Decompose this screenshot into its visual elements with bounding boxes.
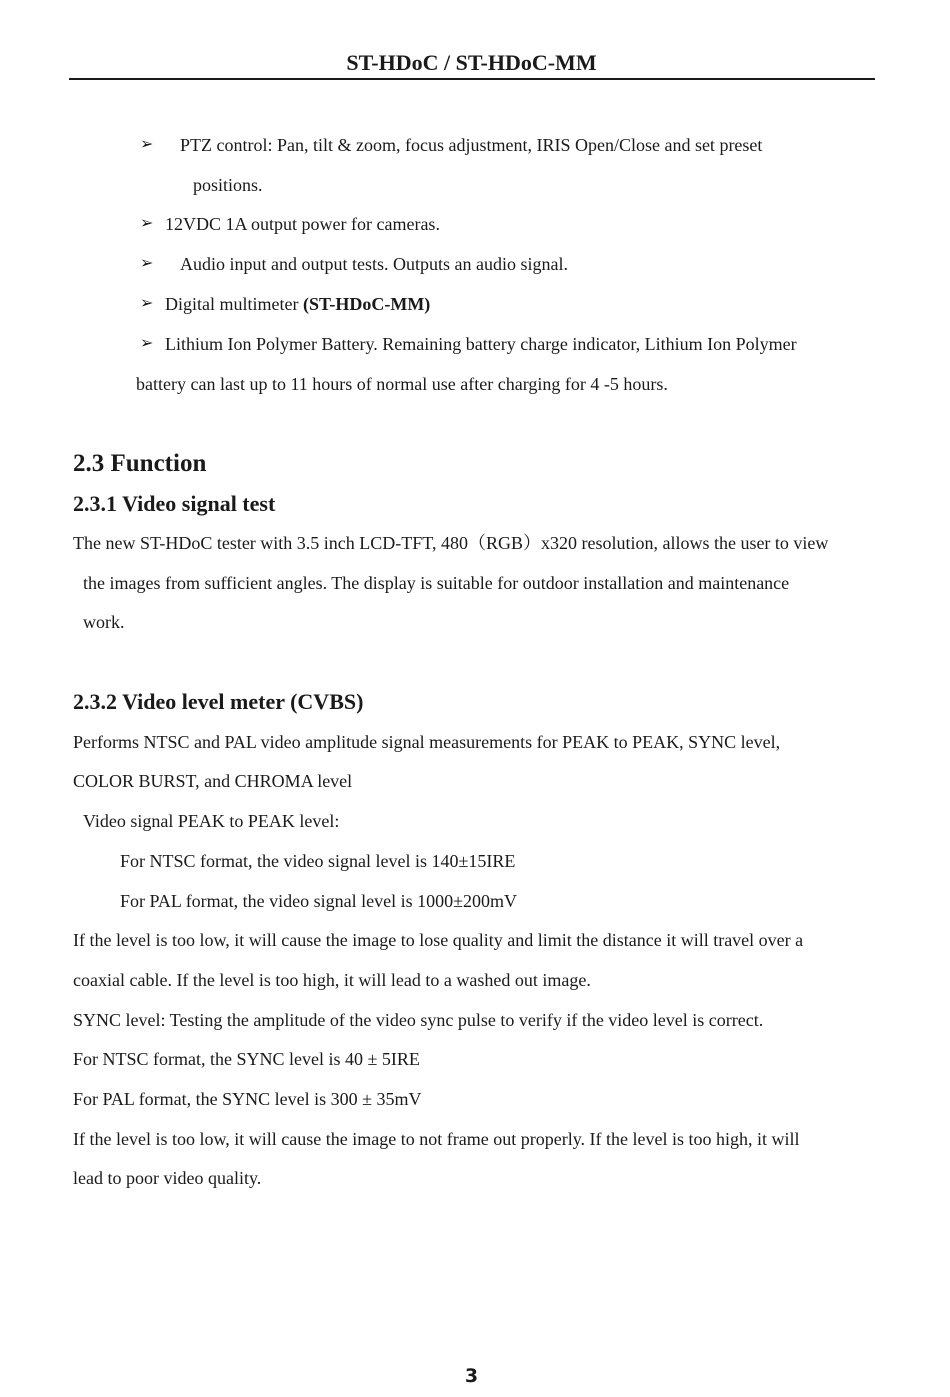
paragraph-line: For NTSC format, the SYNC level is 40 ± 5IRE bbox=[73, 1049, 420, 1069]
bullet-arrow-icon: ➢ bbox=[140, 255, 154, 272]
paragraph-line: For NTSC format, the video signal level is 140±15IRE bbox=[120, 851, 516, 871]
subsection-heading: 2.3.2 Video level meter (CVBS) bbox=[73, 689, 364, 714]
feature-item-label: Digital multimeter bbox=[165, 294, 303, 314]
subsection-heading: 2.3.1 Video signal test bbox=[73, 491, 276, 516]
feature-item-text: PTZ control: Pan, tilt & zoom, focus adjustment, IRIS Open/Close and set preset bbox=[180, 135, 763, 155]
paragraph-line: Performs NTSC and PAL video amplitude signal measurements for PEAK to PEAK, SYNC level, bbox=[73, 732, 781, 752]
paragraph-line: If the level is too low, it will cause the image to not frame out properly. If the level is too high, it will bbox=[73, 1129, 800, 1149]
paragraph-line: For PAL format, the SYNC level is 300 ± 35mV bbox=[73, 1089, 422, 1109]
page-number: 3 bbox=[464, 1365, 479, 1387]
paragraph-line: coaxial cable. If the level is too high, it will lead to a washed out image. bbox=[73, 970, 591, 990]
feature-item-text bbox=[165, 292, 430, 316]
feature-item-continuation: positions. bbox=[193, 175, 263, 195]
bullet-arrow-icon: ➢ bbox=[140, 215, 154, 232]
paragraph-line: Video signal PEAK to PEAK level: bbox=[83, 811, 340, 831]
paragraph-line: COLOR BURST, and CHROMA level bbox=[73, 771, 353, 791]
paragraph-line: For PAL format, the video signal level is 1000±200mV bbox=[120, 891, 518, 911]
paragraph-line: work. bbox=[83, 612, 125, 632]
paragraph-line: lead to poor video quality. bbox=[73, 1168, 262, 1188]
page-header-title: ST-HDoC / ST-HDoC-MM bbox=[346, 50, 597, 75]
paragraph-line: the images from sufficient angles. The display is suitable for outdoor installation and maintenance bbox=[83, 573, 790, 593]
paragraph-line: SYNC level: Testing the amplitude of the video sync pulse to verify if the video level is correct. bbox=[73, 1010, 764, 1030]
feature-item-text: Audio input and output tests. Outputs an audio signal. bbox=[180, 254, 568, 274]
feature-item-text: 12VDC 1A output power for cameras. bbox=[165, 214, 440, 234]
header-rule bbox=[69, 78, 875, 80]
feature-item-text: Lithium Ion Polymer Battery. Remaining battery charge indicator, Lithium Ion Polymer bbox=[165, 334, 797, 354]
feature-item-continuation: battery can last up to 11 hours of normal use after charging for 4 -5 hours. bbox=[136, 374, 668, 394]
bullet-arrow-icon: ➢ bbox=[140, 335, 154, 352]
bullet-arrow-icon: ➢ bbox=[140, 136, 154, 153]
paragraph-line: If the level is too low, it will cause the image to lose quality and limit the distance it will travel over a bbox=[73, 930, 804, 950]
feature-item-model-bold: (ST-HDoC-MM) bbox=[302, 294, 431, 314]
section-heading: 2.3 Function bbox=[73, 450, 207, 477]
paragraph-line: The new ST-HDoC tester with 3.5 inch LCD-TFT, 480（RGB）x320 resolution, allows the user to view bbox=[73, 533, 829, 553]
bullet-arrow-icon: ➢ bbox=[140, 295, 154, 312]
